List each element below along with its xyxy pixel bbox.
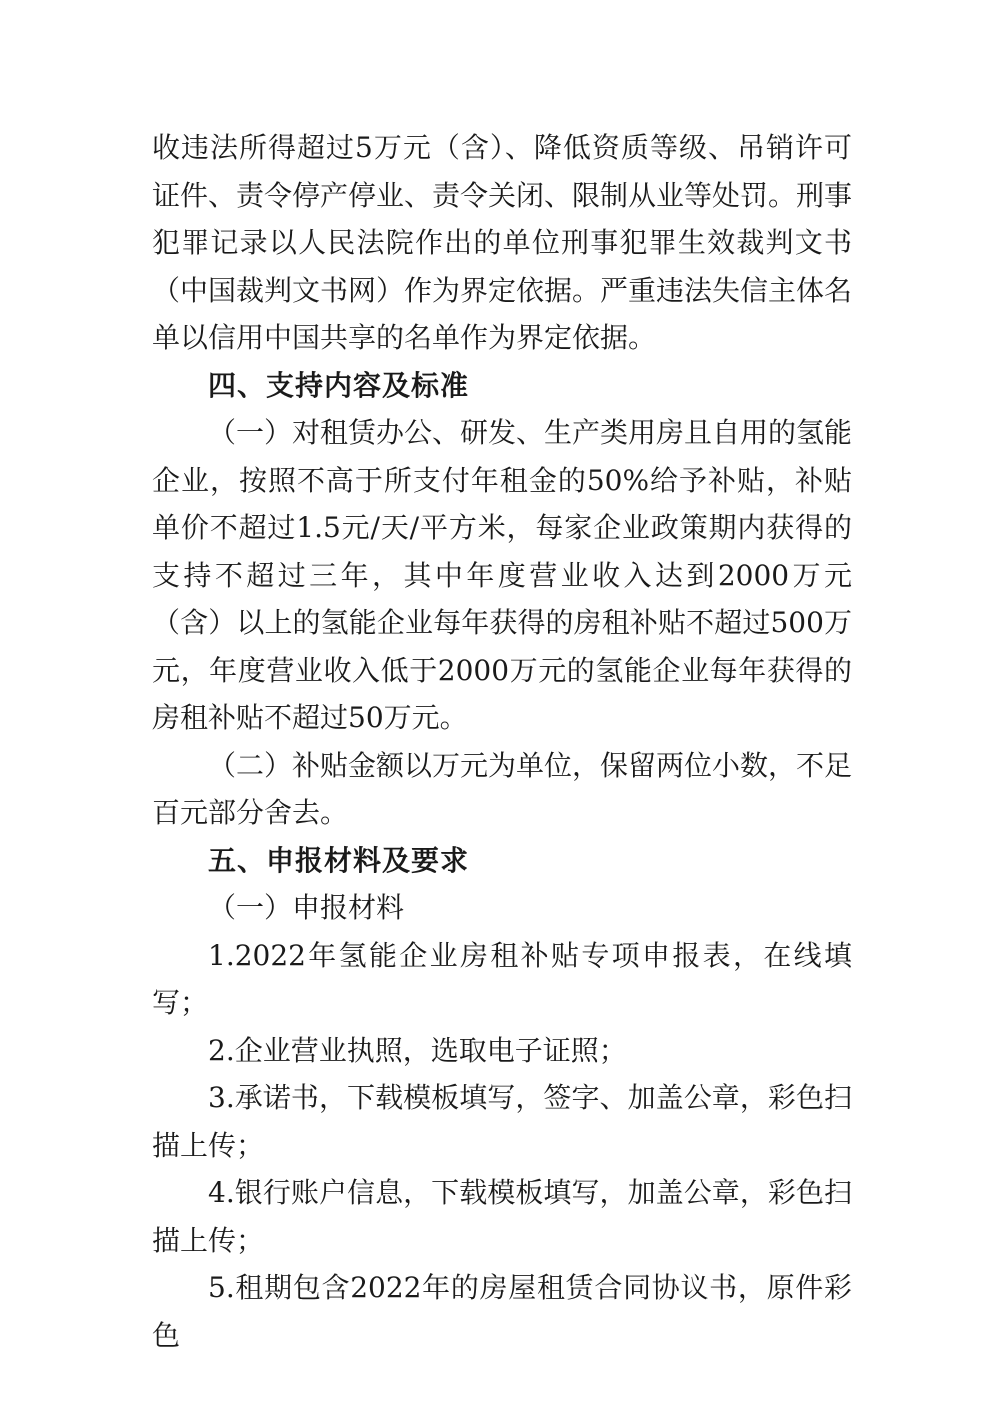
list-item-bank-account: 4.银行账户信息，下载模板填写，加盖公章，彩色扫描上传； xyxy=(152,1176,852,1257)
subheading-materials: （一）申报材料 xyxy=(208,891,405,924)
paragraph-subsidy-amount: （二）补贴金额以万元为单位，保留两位小数，不足百元部分舍去。 xyxy=(152,748,853,829)
document-body xyxy=(152,124,852,1359)
list-item-business-license: 2.企业营业执照，选取电子证照； xyxy=(208,1033,627,1067)
paragraph-rent-subsidy: （一）对租赁办公、研发、生产类用房且自用的氢能企业，按照不高于所支付年租金的50%给予补贴，补贴单价不超过1.5元/天/平方米，每家企业政策期内获得的支持不超过三年，其中年度营业收入达到2000万元（含）以上的氢能企业每年获得的房租补贴不超过500万元，年度营业收入低于2000万元的氢能企业每年获得的房租补贴不超过50万元。 xyxy=(152,416,853,734)
paragraph-penalty-criteria: 收违法所得超过5万元（含）、降低资质等级、吊销许可证件、责令停产停业、责令关闭、限制从业等处罚。刑事犯罪记录以人民法院作出的单位刑事犯罪生效裁判文书（中国裁判文书网）作为界定依据。严重违法失信主体名单以信用中国共享的名单作为界定依据。 xyxy=(152,131,853,354)
list-item-lease-contract: 5.租期包含2022年的房屋租赁合同协议书，原件彩色 xyxy=(152,1271,852,1352)
list-item-application-form: 1.2022年氢能企业房租补贴专项申报表，在线填写； xyxy=(152,938,852,1019)
section-heading-support: 四、支持内容及标准 xyxy=(208,368,470,402)
list-item-commitment-letter: 3.承诺书，下载模板填写，签字、加盖公章，彩色扫描上传； xyxy=(152,1081,852,1162)
section-heading-materials: 五、申报材料及要求 xyxy=(208,843,470,877)
